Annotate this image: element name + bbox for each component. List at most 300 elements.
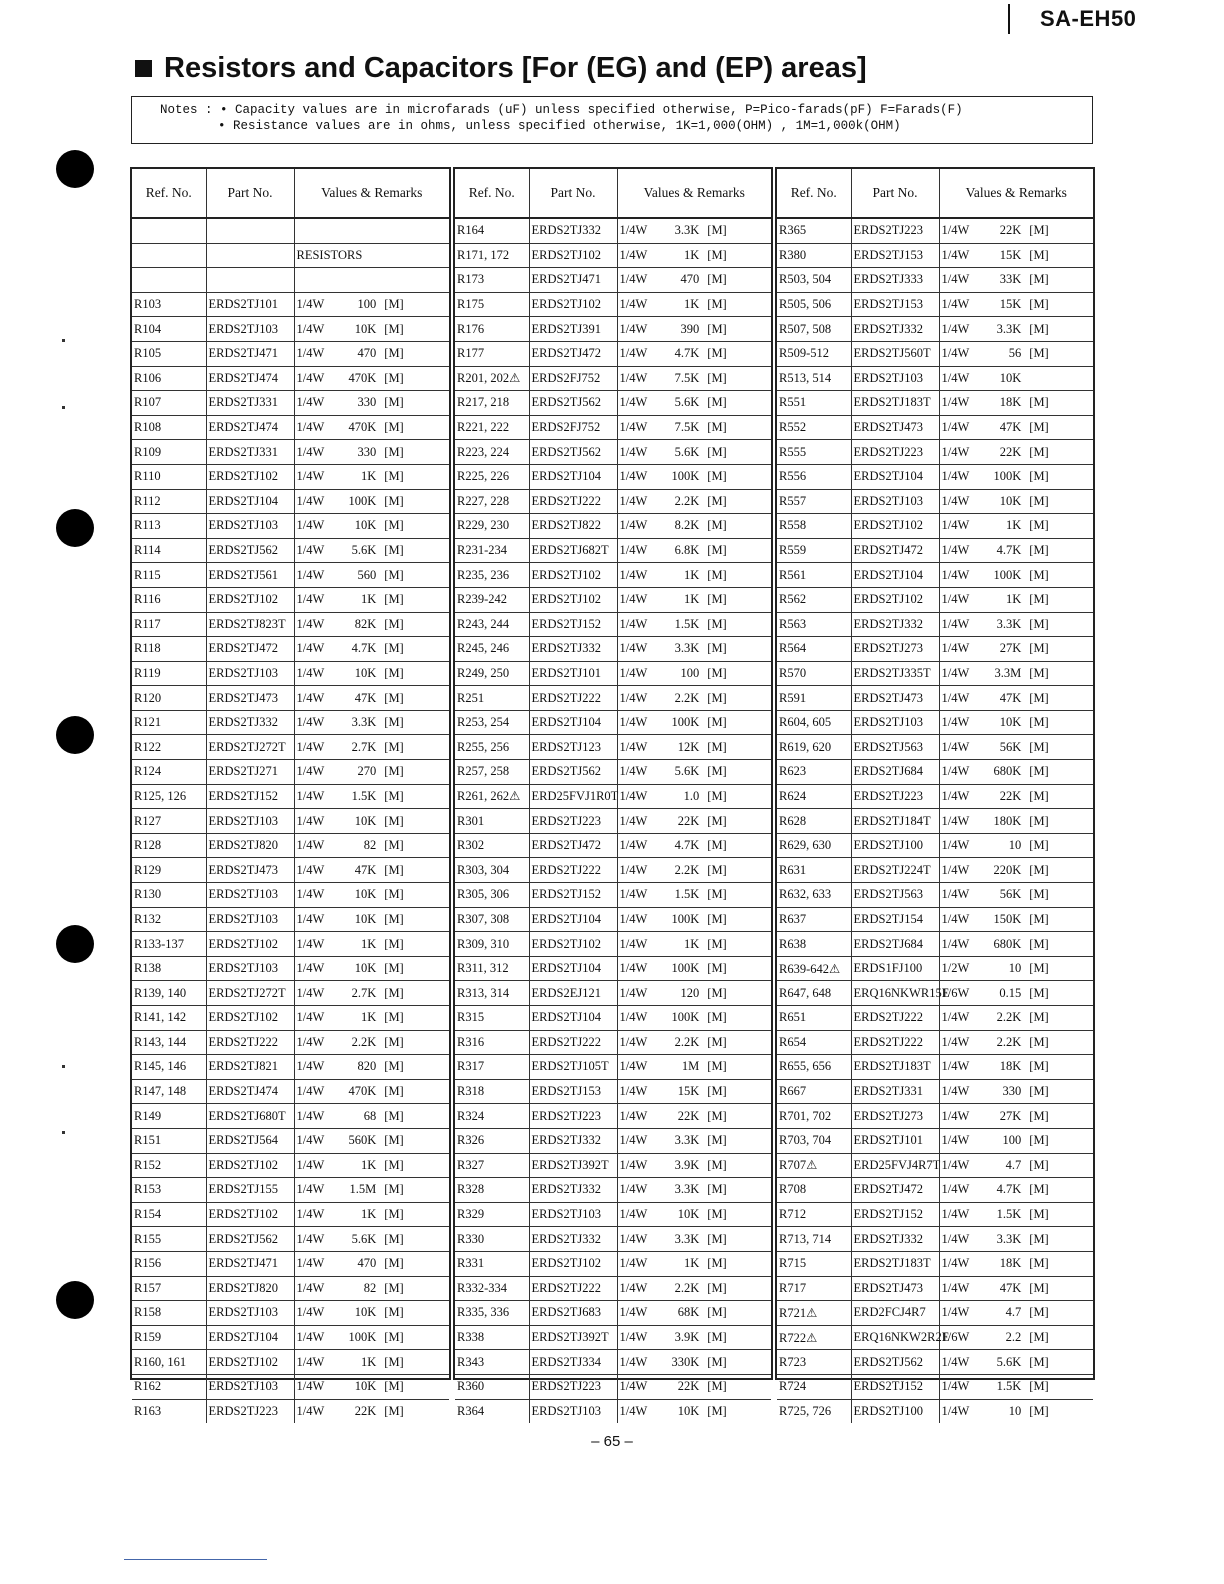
ref-no-cell: R556 bbox=[777, 464, 851, 489]
values-cell bbox=[294, 415, 449, 440]
remark: [M] bbox=[384, 1231, 404, 1246]
resistance-value: 1.5K bbox=[996, 1207, 1022, 1222]
resistance-value: 1.5K bbox=[674, 616, 700, 631]
values-cell bbox=[939, 514, 1093, 539]
table-row bbox=[132, 760, 449, 785]
part-no-cell: ERDS2EJ121 bbox=[529, 981, 617, 1006]
values-cell bbox=[939, 341, 1093, 366]
part-no-cell: ERDS2TJ472 bbox=[529, 341, 617, 366]
values-cell bbox=[294, 981, 449, 1006]
values-cell bbox=[294, 440, 449, 465]
resistance-value: 5.6K bbox=[351, 543, 377, 558]
values-cell bbox=[294, 489, 449, 514]
values-cell bbox=[939, 735, 1093, 760]
wattage: 1/4W bbox=[296, 592, 325, 607]
remark: [M] bbox=[707, 715, 727, 730]
resistance-value: 18K bbox=[999, 1059, 1022, 1074]
values-cell bbox=[617, 1301, 771, 1326]
remark: [M] bbox=[707, 493, 727, 508]
table-row bbox=[132, 1128, 449, 1153]
values-cell bbox=[294, 1227, 449, 1252]
wattage: 1/4W bbox=[619, 469, 648, 484]
values-cell bbox=[939, 907, 1093, 932]
resistance-value: 82 bbox=[363, 838, 377, 853]
table-row bbox=[132, 809, 449, 834]
ref-no-cell: R557 bbox=[777, 489, 851, 514]
resistance-value: 4.7 bbox=[1005, 1305, 1022, 1320]
remark: [M] bbox=[384, 1010, 404, 1025]
remark: [M] bbox=[384, 592, 404, 607]
notes-line-2: • Resistance values are in ohms, unless specified otherwise, 1K=1,000(OHM) , 1M=1,000k(OHM) bbox=[218, 119, 901, 133]
header-part-no: Part No. bbox=[206, 169, 294, 218]
wattage: 1/4W bbox=[296, 665, 325, 680]
part-no-cell: ERDS2TJ102 bbox=[529, 243, 617, 268]
ref-no-cell: R132 bbox=[132, 907, 206, 932]
table-row bbox=[777, 907, 1093, 932]
resistance-value: 3.3K bbox=[674, 1182, 700, 1197]
resistance-value: 100K bbox=[671, 469, 700, 484]
resistance-value: 1K bbox=[1006, 592, 1022, 607]
values-cell bbox=[617, 956, 771, 981]
values-cell bbox=[617, 637, 771, 662]
values-cell bbox=[939, 1153, 1093, 1178]
table-row bbox=[132, 218, 449, 243]
part-no-cell: ERDS2TJ153 bbox=[851, 243, 939, 268]
values-cell bbox=[617, 735, 771, 760]
ref-no-cell: R724 bbox=[777, 1374, 851, 1399]
resistance-value: 10K bbox=[354, 961, 377, 976]
values-cell bbox=[294, 268, 449, 293]
values-cell bbox=[939, 243, 1093, 268]
values-cell bbox=[294, 1006, 449, 1031]
bullet-square-icon bbox=[135, 60, 152, 77]
values-cell bbox=[617, 932, 771, 957]
table-row bbox=[132, 858, 449, 883]
ref-no-cell: R156 bbox=[132, 1251, 206, 1276]
ref-no-cell: R555 bbox=[777, 440, 851, 465]
wattage: 1/4W bbox=[941, 567, 970, 582]
wattage: 1/4W bbox=[941, 1305, 970, 1320]
wattage: 1/4W bbox=[941, 592, 970, 607]
part-no-cell: ERDS2TJ820 bbox=[206, 833, 294, 858]
wattage: 1/6W bbox=[941, 1330, 970, 1345]
remark: [M] bbox=[707, 813, 727, 828]
resistance-value: 5.6K bbox=[674, 395, 700, 410]
resistance-value: 22K bbox=[677, 1379, 700, 1394]
part-no-cell: ERDS2TJ102 bbox=[206, 1350, 294, 1375]
header-part-no: Part No. bbox=[529, 169, 617, 218]
remark: [M] bbox=[1029, 1108, 1049, 1123]
notes-line-1: Notes : • Capacity values are in microfarads (uF) unless specified otherwise, P=Pico-farads(pF) F=Farads(F) bbox=[160, 103, 963, 117]
ref-no-cell: R145, 146 bbox=[132, 1055, 206, 1080]
ref-no-cell: R133-137 bbox=[132, 932, 206, 957]
wattage: 1/4W bbox=[941, 469, 970, 484]
wattage: 1/4W bbox=[296, 1330, 325, 1345]
values-cell bbox=[617, 268, 771, 293]
part-no-cell: ERDS2TJ272T bbox=[206, 735, 294, 760]
table-row bbox=[455, 464, 771, 489]
resistance-value: 3.3K bbox=[674, 641, 700, 656]
resistance-value: 5.6K bbox=[351, 1231, 377, 1246]
remark: [M] bbox=[707, 346, 727, 361]
part-no-cell: ERDS2TJ152 bbox=[851, 1202, 939, 1227]
wattage: 1/4W bbox=[941, 862, 970, 877]
part-no-cell: ERDS2TJ223 bbox=[529, 1374, 617, 1399]
resistance-value: 18K bbox=[999, 395, 1022, 410]
values-cell bbox=[939, 1079, 1093, 1104]
values-cell bbox=[294, 637, 449, 662]
remark: [M] bbox=[384, 321, 404, 336]
table-row bbox=[777, 1251, 1093, 1276]
remark: [M] bbox=[384, 444, 404, 459]
resistance-value: 560K bbox=[348, 1133, 377, 1148]
resistance-value: 10K bbox=[354, 813, 377, 828]
part-no-cell: ERDS2TJ103 bbox=[206, 956, 294, 981]
ref-no-cell: R624 bbox=[777, 784, 851, 809]
remark: [M] bbox=[384, 788, 404, 803]
remark: [M] bbox=[1029, 1256, 1049, 1271]
remark: [M] bbox=[707, 862, 727, 877]
wattage: 1/4W bbox=[941, 1034, 970, 1049]
ref-no-cell: R130 bbox=[132, 883, 206, 908]
remark: [M] bbox=[1029, 788, 1049, 803]
ref-no-cell: R104 bbox=[132, 317, 206, 342]
wattage: 1/4W bbox=[296, 1354, 325, 1369]
table-row bbox=[132, 907, 449, 932]
ref-no-cell: R109 bbox=[132, 440, 206, 465]
remark: [M] bbox=[707, 395, 727, 410]
wattage: 1/4W bbox=[619, 1403, 648, 1418]
table-row bbox=[132, 366, 449, 391]
resistance-value: 47K bbox=[999, 420, 1022, 435]
wattage: 1/4W bbox=[296, 1403, 325, 1418]
table-row bbox=[777, 587, 1093, 612]
ref-no-cell: R128 bbox=[132, 833, 206, 858]
values-cell bbox=[939, 1276, 1093, 1301]
footer-rule bbox=[124, 1559, 267, 1560]
table-row bbox=[455, 440, 771, 465]
wattage: 1/4W bbox=[941, 1133, 970, 1148]
table-row bbox=[455, 218, 771, 243]
table-row bbox=[777, 1104, 1093, 1129]
values-cell bbox=[294, 587, 449, 612]
ref-no-cell: R249, 250 bbox=[455, 661, 529, 686]
header-ref-no: Ref. No. bbox=[777, 169, 851, 218]
wattage: 1/4W bbox=[296, 518, 325, 533]
wattage: 1/4W bbox=[296, 936, 325, 951]
remark: [M] bbox=[1029, 1379, 1049, 1394]
ref-no-cell: R701, 702 bbox=[777, 1104, 851, 1129]
resistance-value: 2.2K bbox=[996, 1034, 1022, 1049]
resistance-value: 2.2K bbox=[674, 493, 700, 508]
part-no-cell: ERDS2TJ102 bbox=[529, 932, 617, 957]
remark: [M] bbox=[1029, 543, 1049, 558]
remark: [M] bbox=[384, 862, 404, 877]
wattage: 1/4W bbox=[296, 690, 325, 705]
resistance-value: 1K bbox=[361, 1010, 377, 1025]
part-no-cell: ERDS2TJ331 bbox=[206, 440, 294, 465]
remark: [M] bbox=[384, 961, 404, 976]
remark: [M] bbox=[707, 887, 727, 902]
resistance-value: 47K bbox=[999, 1280, 1022, 1295]
resistance-value: 10K bbox=[677, 1207, 700, 1222]
wattage: 1/4W bbox=[619, 567, 648, 582]
remark: [M] bbox=[707, 1133, 727, 1148]
table-row bbox=[777, 489, 1093, 514]
part-no-cell: ERDS2TJ102 bbox=[206, 1153, 294, 1178]
wattage: 1/4W bbox=[941, 247, 970, 262]
wattage: 1/4W bbox=[941, 1084, 970, 1099]
values-cell bbox=[294, 1251, 449, 1276]
table-row bbox=[777, 1202, 1093, 1227]
resistance-value: 10K bbox=[354, 1379, 377, 1394]
remark: [M] bbox=[384, 1157, 404, 1172]
values-cell bbox=[617, 710, 771, 735]
wattage: 1/4W bbox=[296, 764, 325, 779]
ref-no-cell: R159 bbox=[132, 1325, 206, 1350]
part-no-cell: ERDS2TJ102 bbox=[529, 1251, 617, 1276]
binder-hole-icon bbox=[56, 925, 94, 963]
resistance-value: 680K bbox=[993, 936, 1022, 951]
wattage: 1/4W bbox=[941, 739, 970, 754]
values-cell bbox=[939, 956, 1093, 981]
binder-hole-icon bbox=[56, 1281, 94, 1319]
values-cell bbox=[617, 587, 771, 612]
wattage: 1/4W bbox=[296, 838, 325, 853]
part-no-cell: ERDS2TJ561 bbox=[206, 563, 294, 588]
resistance-value: 4.7K bbox=[996, 1182, 1022, 1197]
table-row bbox=[777, 1079, 1093, 1104]
remark: [M] bbox=[707, 469, 727, 484]
ref-no-cell: R115 bbox=[132, 563, 206, 588]
part-no-cell: ERDS2TJ152 bbox=[851, 1374, 939, 1399]
wattage: 1/4W bbox=[619, 543, 648, 558]
wattage: 1/4W bbox=[619, 985, 648, 1000]
part-no-cell: ERD25FVJ4R7T bbox=[851, 1153, 939, 1178]
resistance-value: 12K bbox=[677, 739, 700, 754]
remark: [M] bbox=[707, 788, 727, 803]
remark: [M] bbox=[707, 1280, 727, 1295]
part-no-cell: ERDS2FJ752 bbox=[529, 366, 617, 391]
remark: [M] bbox=[384, 665, 404, 680]
part-no-cell: ERDS2TJ104 bbox=[529, 710, 617, 735]
part-no-cell: ERDS2TJ473 bbox=[851, 415, 939, 440]
wattage: 1/4W bbox=[941, 1157, 970, 1172]
wattage: 1/4W bbox=[941, 1256, 970, 1271]
part-no-cell: ERDS2TJ152 bbox=[529, 883, 617, 908]
resistance-value: 1K bbox=[684, 592, 700, 607]
table-row bbox=[455, 1153, 771, 1178]
part-no-cell: ERDS2TJ155 bbox=[206, 1178, 294, 1203]
wattage: 1/4W bbox=[619, 1034, 648, 1049]
part-no-cell: ERDS2TJ822 bbox=[529, 514, 617, 539]
part-no-cell: ERDS2TJ154 bbox=[851, 907, 939, 932]
ref-no-cell: R364 bbox=[455, 1399, 529, 1423]
wattage: 1/4W bbox=[619, 739, 648, 754]
table-row bbox=[777, 833, 1093, 858]
remark: [M] bbox=[384, 543, 404, 558]
part-no-cell: ERD25FVJ1R0T bbox=[529, 784, 617, 809]
resistance-value: 100 bbox=[680, 665, 700, 680]
resistance-value: 330 bbox=[357, 395, 377, 410]
binder-hole-icon bbox=[56, 509, 94, 547]
part-no-cell: ERDS2TJ104 bbox=[529, 907, 617, 932]
resistance-value: 22K bbox=[354, 1403, 377, 1418]
speck-mark bbox=[62, 1131, 65, 1134]
resistance-value: 3.3M bbox=[994, 665, 1022, 680]
ref-no-cell: R623 bbox=[777, 760, 851, 785]
resistance-value: 10K bbox=[354, 887, 377, 902]
wattage: 1/4W bbox=[941, 1379, 970, 1394]
remark: [M] bbox=[707, 297, 727, 312]
remark: [M] bbox=[707, 690, 727, 705]
resistance-value: 2.2K bbox=[674, 1034, 700, 1049]
part-no-cell: ERDS2TJ472 bbox=[851, 538, 939, 563]
ref-no-cell: R153 bbox=[132, 1178, 206, 1203]
ref-no-cell: R116 bbox=[132, 587, 206, 612]
wattage: 1/4W bbox=[296, 788, 325, 803]
table-row bbox=[777, 1178, 1093, 1203]
part-no-cell: ERDS2TJ472 bbox=[851, 1178, 939, 1203]
remark: [M] bbox=[707, 961, 727, 976]
ref-no-cell: R717 bbox=[777, 1276, 851, 1301]
table-row bbox=[132, 637, 449, 662]
wattage: 1/4W bbox=[941, 543, 970, 558]
table-row bbox=[777, 464, 1093, 489]
remark: [M] bbox=[384, 764, 404, 779]
wattage: 1/4W bbox=[941, 1010, 970, 1025]
remark: [M] bbox=[1029, 1231, 1049, 1246]
part-no-cell: ERDS2TJ473 bbox=[206, 686, 294, 711]
wattage: RESISTORS bbox=[296, 247, 363, 262]
values-cell bbox=[617, 415, 771, 440]
values-cell bbox=[939, 1104, 1093, 1129]
table-row bbox=[777, 735, 1093, 760]
part-no-cell: ERDS2TJ473 bbox=[206, 858, 294, 883]
ref-no-cell: R124 bbox=[132, 760, 206, 785]
wattage: 1/4W bbox=[619, 715, 648, 730]
values-cell bbox=[939, 686, 1093, 711]
values-cell bbox=[617, 391, 771, 416]
table-row bbox=[455, 1276, 771, 1301]
part-no-cell: ERDS2TJ102 bbox=[851, 514, 939, 539]
part-no-cell: ERDS2TJ391 bbox=[529, 317, 617, 342]
ref-no-cell: R235, 236 bbox=[455, 563, 529, 588]
table-row bbox=[455, 833, 771, 858]
part-no-cell: ERDS2TJ560T bbox=[851, 341, 939, 366]
remark: [M] bbox=[384, 1207, 404, 1222]
table-row bbox=[777, 415, 1093, 440]
table-row bbox=[777, 1301, 1093, 1326]
remark: [M] bbox=[707, 739, 727, 754]
ref-no-cell: R570 bbox=[777, 661, 851, 686]
wattage: 1/4W bbox=[296, 1182, 325, 1197]
remark: [M] bbox=[1029, 1207, 1049, 1222]
remark: [M] bbox=[384, 1059, 404, 1074]
ref-no-cell: R721⚠ bbox=[777, 1301, 851, 1326]
values-cell bbox=[617, 317, 771, 342]
remark: [M] bbox=[1029, 518, 1049, 533]
part-no-cell: ERDS2TJ103 bbox=[529, 1399, 617, 1423]
resistance-value: 1K bbox=[361, 1157, 377, 1172]
wattage: 1/4W bbox=[296, 297, 325, 312]
wattage: 1/4W bbox=[619, 1379, 648, 1394]
table-row bbox=[777, 612, 1093, 637]
ref-no-cell: R152 bbox=[132, 1153, 206, 1178]
resistance-value: 2.2K bbox=[674, 1280, 700, 1295]
remark: [M] bbox=[384, 346, 404, 361]
part-no-cell: ERDS2TJ562 bbox=[529, 760, 617, 785]
ref-no-cell: R138 bbox=[132, 956, 206, 981]
table-row bbox=[777, 956, 1093, 981]
table-row bbox=[777, 1350, 1093, 1375]
values-cell bbox=[939, 1251, 1093, 1276]
values-cell bbox=[939, 1055, 1093, 1080]
table-row bbox=[777, 341, 1093, 366]
part-no-cell: ERDS2TJ104 bbox=[851, 563, 939, 588]
remark: [M] bbox=[707, 616, 727, 631]
wattage: 1/4W bbox=[941, 641, 970, 656]
table-row bbox=[455, 1006, 771, 1031]
ref-no-cell: R317 bbox=[455, 1055, 529, 1080]
part-no-cell: ERDS2TJ331 bbox=[206, 391, 294, 416]
table-row bbox=[777, 440, 1093, 465]
table-row bbox=[777, 1325, 1093, 1350]
part-no-cell: ERDS2TJ473 bbox=[851, 1276, 939, 1301]
values-cell bbox=[294, 760, 449, 785]
remark: [M] bbox=[384, 985, 404, 1000]
ref-no-cell: R121 bbox=[132, 710, 206, 735]
table-row bbox=[777, 932, 1093, 957]
table-row bbox=[455, 1178, 771, 1203]
ref-no-cell: R106 bbox=[132, 366, 206, 391]
wattage: 1/4W bbox=[619, 1182, 648, 1197]
ref-no-cell: R162 bbox=[132, 1374, 206, 1399]
ref-no-cell: R328 bbox=[455, 1178, 529, 1203]
ref-no-cell: R629, 630 bbox=[777, 833, 851, 858]
part-no-cell: ERDS2TJ223 bbox=[851, 218, 939, 243]
ref-no-cell: R708 bbox=[777, 1178, 851, 1203]
resistance-value: 100K bbox=[993, 567, 1022, 582]
part-no-cell: ERDS2TJ152 bbox=[529, 612, 617, 637]
ref-no-cell: R315 bbox=[455, 1006, 529, 1031]
remark: [M] bbox=[1029, 444, 1049, 459]
part-no-cell: ERDS2TJ332 bbox=[851, 612, 939, 637]
values-cell bbox=[294, 1325, 449, 1350]
resistance-value: 470 bbox=[357, 346, 377, 361]
remark: [M] bbox=[384, 1280, 404, 1295]
table-row bbox=[132, 415, 449, 440]
ref-no-cell: R311, 312 bbox=[455, 956, 529, 981]
remark: [M] bbox=[384, 1403, 404, 1418]
resistance-value: 120 bbox=[680, 985, 700, 1000]
ref-no-cell: R245, 246 bbox=[455, 637, 529, 662]
ref-no-cell: R707⚠ bbox=[777, 1153, 851, 1178]
wattage: 1/4W bbox=[296, 493, 325, 508]
values-cell bbox=[617, 612, 771, 637]
page-title: Resistors and Capacitors [For (EG) and (EP) areas] bbox=[164, 52, 867, 84]
values-cell bbox=[294, 1350, 449, 1375]
wattage: 1/4W bbox=[296, 813, 325, 828]
ref-no-cell: R327 bbox=[455, 1153, 529, 1178]
resistance-value: 1K bbox=[684, 936, 700, 951]
part-no-cell: ERDS2TJ683 bbox=[529, 1301, 617, 1326]
ref-no-cell: R117 bbox=[132, 612, 206, 637]
wattage: 1/4W bbox=[941, 493, 970, 508]
resistance-value: 680K bbox=[993, 764, 1022, 779]
remark: [M] bbox=[707, 247, 727, 262]
table-row bbox=[777, 1128, 1093, 1153]
